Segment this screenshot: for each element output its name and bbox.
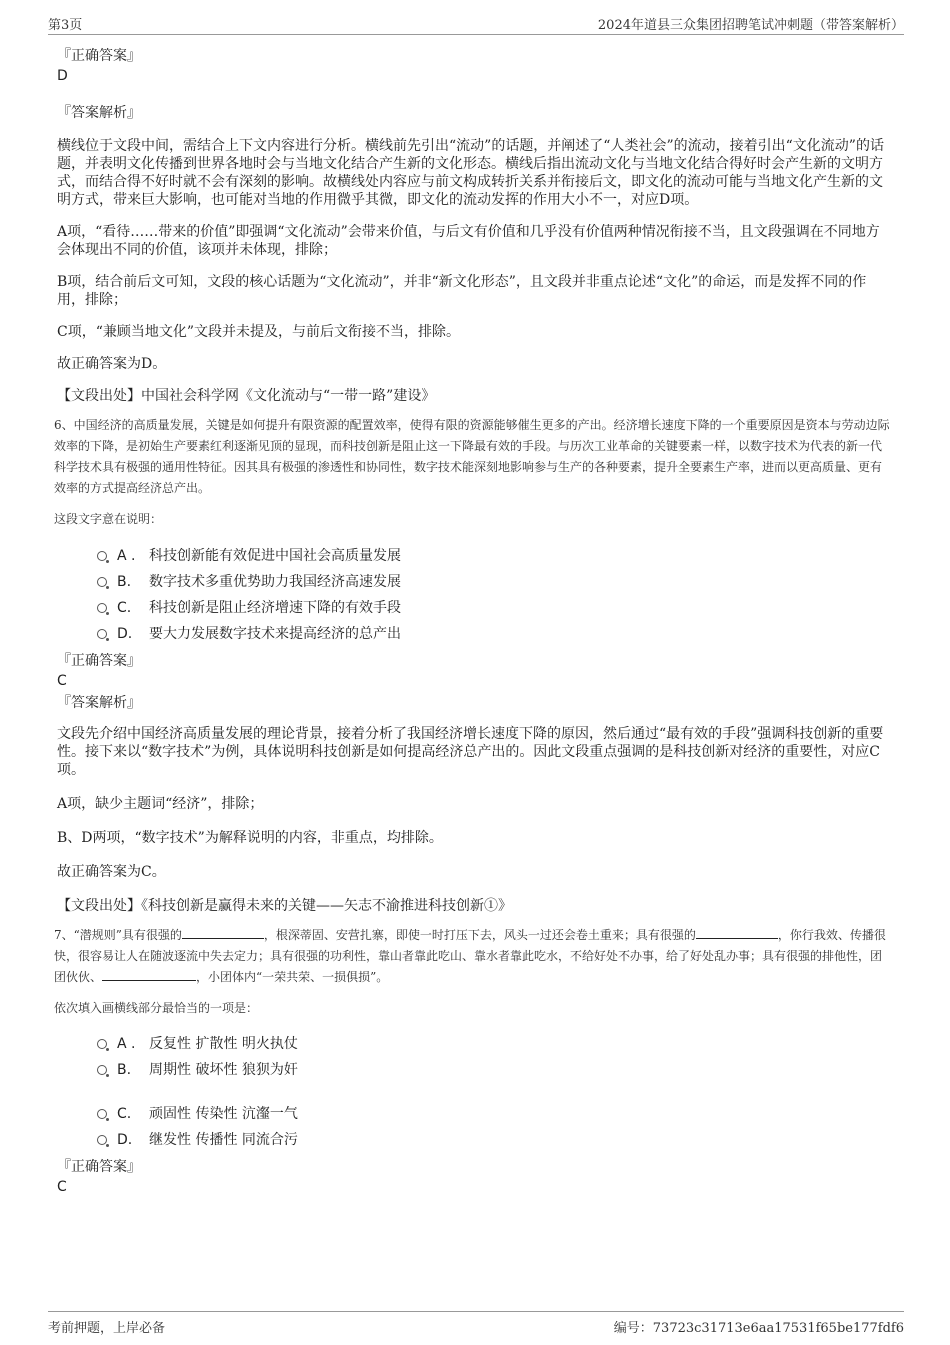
q6-option-d[interactable]: D. 要大力发展数字技术来提高经济的总产出 <box>97 621 892 647</box>
radio-icon[interactable] <box>97 551 107 561</box>
fill-blank-1 <box>182 926 264 939</box>
correct-answer-label: 『正确答案』 <box>57 48 141 64</box>
fill-blank-3 <box>102 968 196 981</box>
document-body <box>54 44 892 1197</box>
q6-answer: C <box>57 673 67 689</box>
q5-answer: D <box>57 68 68 84</box>
radio-icon[interactable] <box>97 577 107 587</box>
q7-option-b[interactable]: B. 周期性 破坏性 狼狈为奸 <box>97 1057 892 1083</box>
q7-answer: C <box>57 1179 67 1195</box>
correct-answer-label: 『正确答案』 <box>57 653 141 669</box>
q7-options <box>97 1031 892 1153</box>
q6-source: 【文段出处】《科技创新是赢得未来的关键——矢志不渝推进科技创新①》 <box>57 898 512 914</box>
q6-prompt: 这段文字意在说明： <box>54 512 163 526</box>
radio-icon[interactable] <box>97 629 107 639</box>
q6-option-a[interactable]: A . 科技创新能有效促进中国社会高质量发展 <box>97 543 892 569</box>
answer-analysis-label: 『答案解析』 <box>57 695 141 711</box>
footer-slogan: 考前押题，上岸必备 <box>48 1321 166 1336</box>
q5-analysis-b: B项，结合前后文可知，文段的核心话题为“文化流动”，并非“新文化形态”，且文段并非重点论述“文化”的命运，而是发挥不同的作用，排除； <box>57 274 867 308</box>
page-header <box>48 14 904 35</box>
q6-analysis-bd: B、D两项，“数字技术”为解释说明的内容，非重点，均排除。 <box>57 830 443 846</box>
document-code: 编号：73723c31713e6aa17531f65be177fdf6 <box>613 1321 904 1336</box>
radio-icon[interactable] <box>97 1135 107 1145</box>
q5-analysis-main: 横线位于文段中间，需结合上下文内容进行分析。横线前先引出“流动”的话题，并阐述了“人类社会”的流动，接着引出“文化流动”的话题，并表明文化传播到世界各地时会与当地文化结合产生新的文化形态。横线后指出流动文化与当地文化结合得好时会产生新的文明方式，而结合得不好时就不会有深刻的影响。故横线处内容应与前文构成转折关系并衔接后文，即文化的流动可能与当地文化产生新的文明方式，带来巨大影响，也可能对当地的作用微乎其微，即文化的流动发挥的作用大小不一，对应D项。 <box>57 138 884 208</box>
q6-option-b[interactable]: B. 数字技术多重优势助力我国经济高速发展 <box>97 569 892 595</box>
q7-option-a[interactable]: A . 反复性 扩散性 明火执仗 <box>97 1031 892 1057</box>
radio-icon[interactable] <box>97 1109 107 1119</box>
q6-option-c[interactable]: C. 科技创新是阻止经济增速下降的有效手段 <box>97 595 892 621</box>
q5-source: 【文段出处】中国社会科学网《文化流动与“一带一路”建设》 <box>57 388 436 404</box>
q5-analysis-c: C项，“兼顾当地文化”文段并未提及，与前后文衔接不当，排除。 <box>57 324 461 340</box>
q6-analysis-main: 文段先介绍中国经济高质量发展的理论背景，接着分析了我国经济增长速度下降的原因，然后通过“最有效的手段”强调科技创新的重要性。接下来以“数字技术”为例，具体说明科技创新是如何提高经济总产出的。因此文段重点强调的是科技创新对经济的重要性，对应C项。 <box>57 726 884 778</box>
radio-icon[interactable] <box>97 1039 107 1049</box>
q6-analysis-a: A项，缺少主题词“经济”，排除； <box>57 796 264 812</box>
correct-answer-label: 『正确答案』 <box>57 1159 141 1175</box>
answer-analysis-label: 『答案解析』 <box>57 105 141 121</box>
page-number: 第3页 <box>48 18 83 33</box>
q7-stem: 7、“潜规则”具有很强的 ，根深蒂固、安营扎寨，即使一时打压下去，风头一过还会卷土重来；具有很强的 ，你行我效、传播很快，很容易让人在随波逐流中失去定力；具有很强的功利性，靠山者靠此吃山、靠水者靠此吃水，不给好处不办事，给了好处乱办事；具有很强的排他性，团团伙伙、 ，小团体内“一荣共荣、一损俱损”。 <box>54 928 886 984</box>
q7-option-c[interactable]: C. 顽固性 传染性 沆瀣一气 <box>97 1101 892 1127</box>
q7-option-d[interactable]: D. 继发性 传播性 同流合污 <box>97 1127 892 1153</box>
page-footer <box>48 1311 904 1334</box>
radio-icon[interactable] <box>97 1065 107 1075</box>
q6-options <box>97 543 892 647</box>
document-title: 2024年道县三众集团招聘笔试冲刺题（带答案解析） <box>597 18 904 33</box>
q6-stem: 6、中国经济的高质量发展，关键是如何提升有限资源的配置效率，使得有限的资源能够催生更多的产出。经济增长速度下降的一个重要原因是资本与劳动边际效率的下降，是初始生产要素红利逐渐见顶的显现，而科技创新是阻止这一下降最有效的手段。与历次工业革命的关键要素一样，以数字技术为代表的新一代科学技术具有极强的通用性特征。因其具有极强的渗透性和协同性，数字技术能深刻地影响参与生产的各种要素，提升全要素生产率，进而以更高质量、更有效率的方式提高经济总产出。 <box>54 418 890 495</box>
q6-conclusion: 故正确答案为C。 <box>57 864 166 880</box>
q5-conclusion: 故正确答案为D。 <box>57 356 167 372</box>
q7-prompt: 依次填入画横线部分最恰当的一项是： <box>54 1001 259 1015</box>
radio-icon[interactable] <box>97 603 107 613</box>
fill-blank-2 <box>696 926 778 939</box>
q5-analysis-a: A项，“看待……带来的价值”即强调“文化流动”会带来价值，与后文有价值和几乎没有价值两种情况衔接不当，且文段强调在不同地方会体现出不同的价值，该项并未体现，排除； <box>57 224 880 258</box>
